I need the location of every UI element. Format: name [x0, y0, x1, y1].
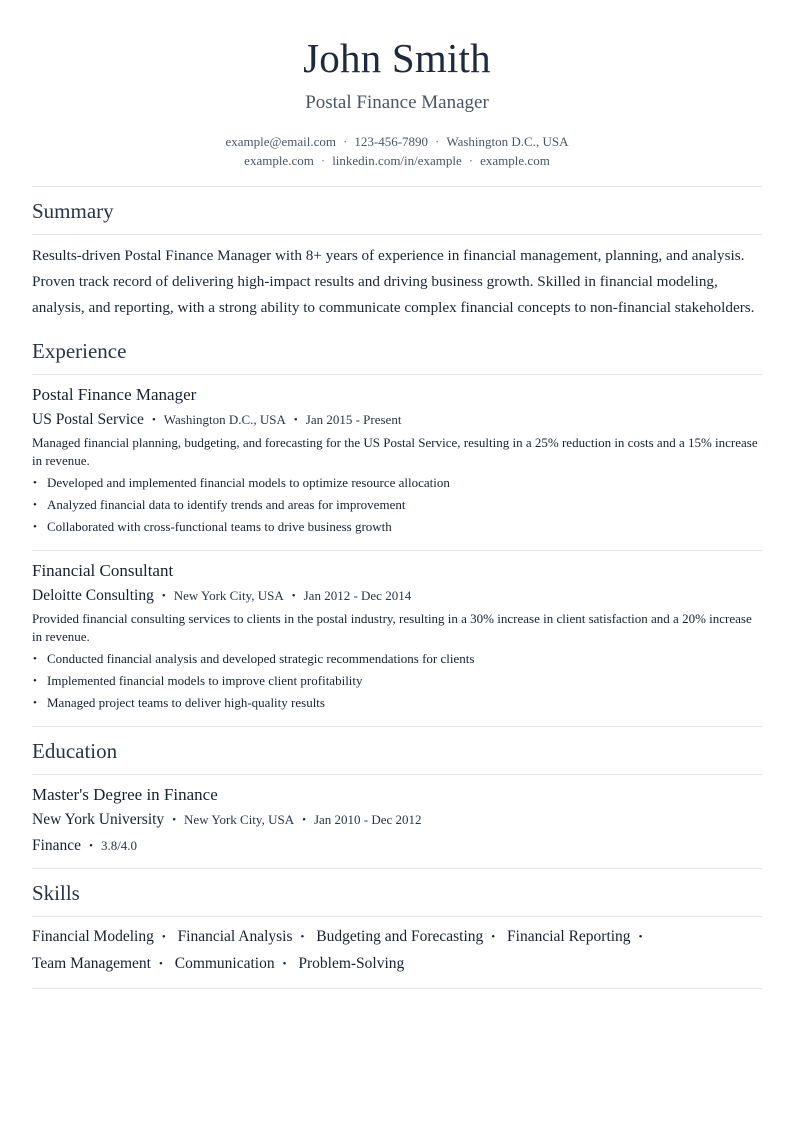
contact-line-2	[32, 151, 762, 170]
contact-phone[interactable]: 123-456-7890	[354, 134, 429, 149]
contact-separator: ·	[435, 134, 440, 149]
experience-entry	[32, 375, 762, 550]
job-meta	[32, 586, 762, 607]
meta-separator: •	[89, 840, 93, 852]
company-name: Deloitte Consulting	[32, 587, 154, 604]
education-dates: Jan 2010 - Dec 2012	[313, 812, 422, 827]
skill-item: Communication •	[175, 955, 295, 972]
divider	[32, 234, 762, 235]
summary-text: Results-driven Postal Finance Manager with 8+ years of experience in financial management, planning, and analysis. Proven track record of delivering high-impact results and driving business growth. Skilled in financial modeling, analysis, and reporting, with a strong ability to communicate complex financial concepts to non-financial stakeholders.	[32, 247, 755, 316]
resume-header	[32, 0, 762, 170]
contact-website[interactable]: example.com	[244, 153, 314, 168]
company-name: US Postal Service	[32, 411, 144, 428]
contact-separator: ·	[320, 153, 326, 168]
school-name: New York University	[32, 811, 165, 828]
skill-item: Financial Reporting •	[507, 928, 650, 945]
achievement-item: • Implemented financial models to improve client profitability	[33, 673, 363, 688]
contact-separator: ·	[343, 134, 348, 149]
education-entry	[32, 775, 762, 868]
skills-list	[32, 917, 682, 988]
contact-separator: ·	[468, 153, 474, 168]
meta-separator: •	[293, 414, 298, 426]
section-heading-experience: Experience	[32, 339, 127, 363]
job-title: Postal Finance Manager	[32, 385, 197, 404]
bullet-icon: •	[33, 653, 37, 665]
experience-entry	[32, 551, 762, 726]
meta-separator: •	[151, 414, 156, 426]
contact-line-1	[32, 132, 762, 151]
job-location: Washington D.C., USA	[163, 412, 286, 427]
education-details	[32, 835, 762, 858]
bullet-icon: •	[33, 521, 37, 533]
skill-separator: •	[638, 931, 643, 943]
job-description: Provided financial consulting services to clients in the postal industry, resulting in a 30% increase in client satisfaction and a 20% increase in revenue.	[32, 611, 752, 644]
skill-separator: •	[161, 931, 166, 943]
skill-separator: •	[159, 958, 163, 970]
meta-separator: •	[302, 814, 306, 826]
meta-separator: •	[161, 590, 166, 602]
school-location: New York City, USA	[184, 812, 295, 827]
bullet-icon: •	[33, 675, 37, 687]
skill-item: Team Management •	[32, 955, 171, 972]
contact-location: Washington D.C., USA	[446, 134, 569, 149]
skill-separator: •	[491, 931, 496, 943]
bullet-icon: •	[33, 477, 37, 489]
achievement-list	[32, 650, 762, 712]
section-heading-summary: Summary	[32, 199, 114, 223]
field-of-study: Finance	[32, 837, 82, 854]
gpa: 3.8/4.0	[100, 838, 138, 853]
contact-email[interactable]: example@email.com	[225, 134, 337, 149]
meta-separator: •	[172, 814, 177, 826]
achievement-item: • Analyzed financial data to identify trends and areas for improvement	[33, 497, 406, 512]
bullet-icon: •	[33, 499, 37, 511]
contact-linkedin[interactable]: linkedin.com/in/example	[332, 153, 462, 168]
section-heading-skills: Skills	[32, 881, 80, 905]
skill-separator: •	[282, 958, 287, 970]
divider	[32, 988, 762, 989]
skill-item: Financial Modeling •	[32, 928, 174, 945]
skill-separator: •	[300, 931, 305, 943]
job-dates: Jan 2012 - Dec 2014	[303, 588, 412, 603]
job-description: Managed financial planning, budgeting, and forecasting for the US Postal Service, resulting in a 25% reduction in costs and a 15% increase in revenue.	[32, 435, 758, 468]
job-dates: Jan 2015 - Present	[305, 412, 402, 427]
candidate-name: John Smith	[303, 35, 491, 81]
bullet-icon: •	[33, 697, 37, 709]
achievement-item: • Collaborated with cross-functional teams to drive business growth	[33, 519, 392, 534]
job-meta	[32, 410, 762, 431]
education-meta	[32, 810, 762, 831]
job-location: New York City, USA	[173, 588, 284, 603]
achievement-list	[32, 474, 762, 536]
achievement-item: • Managed project teams to deliver high-quality results	[33, 695, 325, 710]
meta-separator: •	[291, 590, 296, 602]
skill-item: Problem-Solving	[298, 955, 405, 972]
job-title: Financial Consultant	[32, 561, 174, 580]
skill-item: Financial Analysis •	[178, 928, 313, 945]
degree-title: Master's Degree in Finance	[32, 785, 218, 804]
candidate-title: Postal Finance Manager	[305, 92, 489, 113]
contact-website-2[interactable]: example.com	[480, 153, 550, 168]
section-heading-education: Education	[32, 739, 118, 763]
achievement-item: • Conducted financial analysis and developed strategic recommendations for clients	[33, 651, 475, 666]
achievement-item: • Developed and implemented financial models to optimize resource allocation	[33, 475, 450, 490]
skill-item: Budgeting and Forecasting •	[316, 928, 503, 945]
